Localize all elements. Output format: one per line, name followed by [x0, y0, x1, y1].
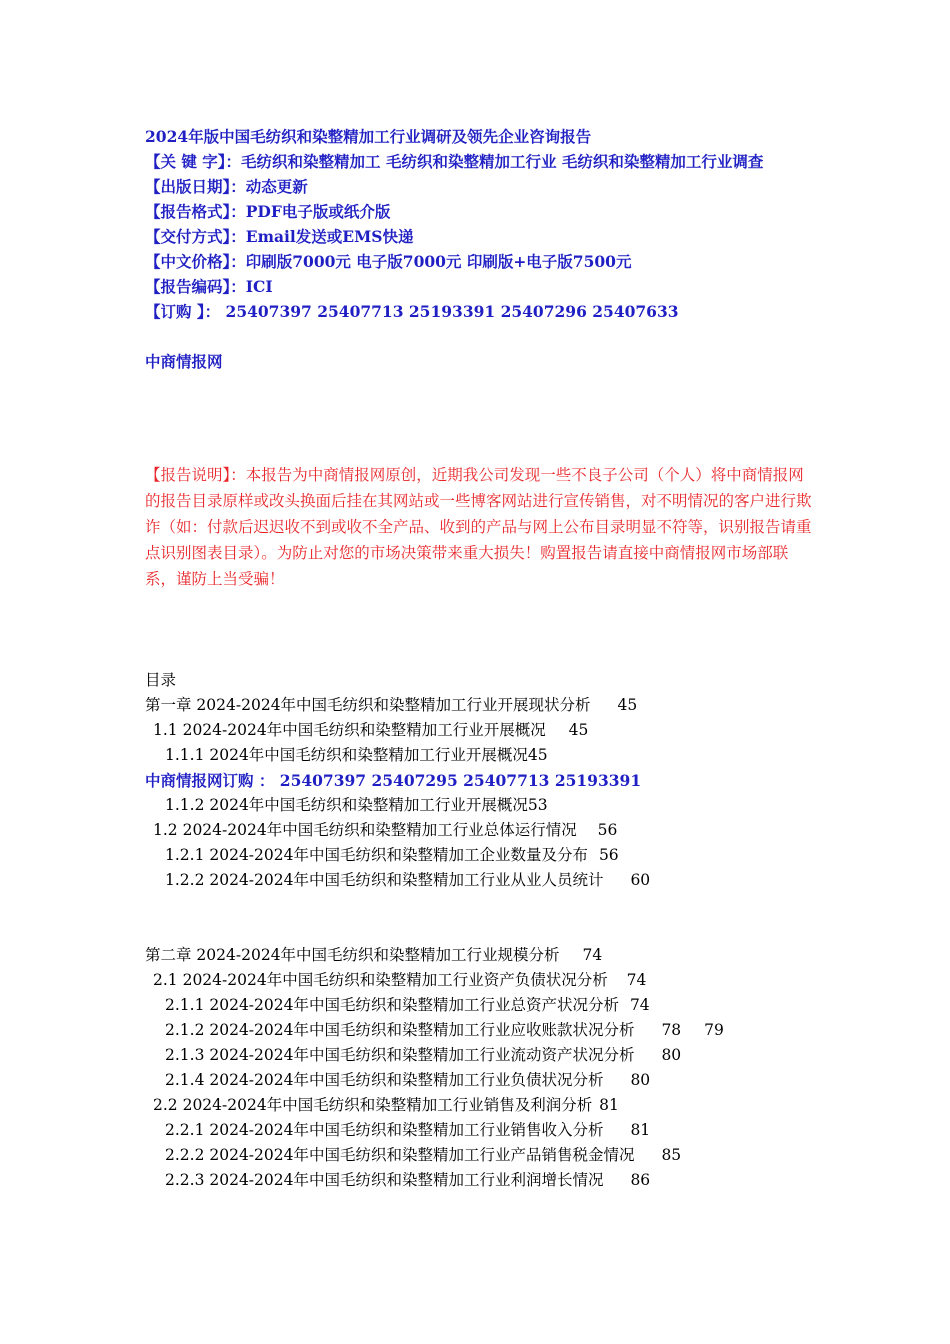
toc-item[interactable] [145, 1068, 815, 1093]
toc-item-text: 1.2.2 2024-2024年中国毛纺织和染整精加工行业从业人员统计 [165, 871, 604, 889]
format-line: 【报告格式】：PDF电子版或纸介版 [145, 202, 391, 221]
toc-item-text: 2.1.2 2024-2024年中国毛纺织和染整精加工行业应收账款状况分析 [165, 1021, 635, 1039]
keywords-line: 【关 键 字】：毛纺织和染整精加工 毛纺织和染整精加工行业 毛纺织和染整精加工行业调查 [145, 152, 764, 171]
report-title: 2024年版中国毛纺织和染整精加工行业调研及领先企业咨询报告 [145, 127, 592, 146]
pub-date-line: 【出版日期】：动态更新 [145, 177, 308, 196]
toc-item[interactable] [145, 1018, 815, 1043]
toc-page-number: 60 [630, 871, 651, 889]
order-line: 【订购 】： 25407397 25407713 25193391 25407296 25407633 [145, 302, 679, 321]
report-notice: 【报告说明】：本报告为中商情报网原创，近期我公司发现一些不良子公司（个人）将中商情报网的报告目录原样或改头换面后挂在其网站或一些博客网站进行宣传销售，对不明情况的客户进行欺诈（如：付款后迟迟收不到或收不全产品、收到的产品与网上公布目录明显不符等，识别报告请重点识别图表目录）。为防止对您的市场决策带来重大损失！购置报告请直接中商情报网市场部联系，谨防上当受骗！ [145, 466, 812, 588]
toc-chapter-1[interactable] [145, 693, 815, 718]
toc-item-text: 2.2.1 2024-2024年中国毛纺织和染整精加工行业销售收入分析 [165, 1121, 604, 1139]
toc-page-number: 80 [630, 1071, 651, 1089]
toc-item-text: 2.1.4 2024-2024年中国毛纺织和染整精加工行业负债状况分析 [165, 1071, 604, 1089]
toc-item[interactable] [145, 743, 815, 768]
toc-item[interactable] [145, 818, 815, 843]
toc-item[interactable] [145, 718, 815, 743]
toc-item[interactable] [145, 993, 815, 1018]
toc-item[interactable] [145, 868, 815, 893]
toc-item[interactable] [145, 968, 815, 993]
toc-item-text: 2.2.2 2024-2024年中国毛纺织和染整精加工行业产品销售税金情况 [165, 1146, 635, 1164]
toc-chapter-title: 第二章 2024-2024年中国毛纺织和染整精加工行业规模分析 [145, 946, 560, 964]
toc-page-number: 85 [661, 1146, 682, 1164]
toc-page-number: 86 [630, 1171, 651, 1189]
toc-page-number: 81 [630, 1121, 651, 1139]
price-line: 【中文价格】：印刷版7000元 电子版7000元 印刷版+电子版7500元 [145, 252, 632, 271]
toc-page-number: 56 [597, 821, 618, 839]
toc-page-number: 74 [629, 996, 650, 1014]
toc-page-number: 80 [661, 1046, 682, 1064]
toc-item[interactable] [145, 843, 815, 868]
toc-item-text: 2.1 2024-2024年中国毛纺织和染整精加工行业资产负债状况分析 [153, 971, 608, 989]
toc-item[interactable] [145, 1093, 815, 1118]
toc-order-line: 中商情报网订购 ： 25407397 25407295 25407713 25193391 [145, 771, 642, 790]
toc-heading: 目录 [145, 671, 177, 689]
toc-page-number: 56 [598, 846, 619, 864]
toc-chapter-title: 第一章 2024-2024年中国毛纺织和染整精加工行业开展现状分析 [145, 696, 591, 714]
company-name: 中商情报网 [145, 352, 223, 371]
toc-item[interactable] [145, 1168, 815, 1193]
toc-item[interactable] [145, 793, 815, 818]
toc-item-text: 1.1.1 2024年中国毛纺织和染整精加工行业开展概况 [165, 746, 528, 764]
toc-page-number: 74 [582, 946, 603, 964]
toc-item[interactable] [145, 1143, 815, 1168]
toc-item-text: 1.1.2 2024年中国毛纺织和染整精加工行业开展概况 [165, 796, 528, 814]
toc-chapter-2[interactable] [145, 943, 815, 968]
toc-page-number: 78 79 [661, 1021, 724, 1039]
toc-item-text: 1.1 2024-2024年中国毛纺织和染整精加工行业开展概况 [153, 721, 546, 739]
toc-item-text: 2.2 2024-2024年中国毛纺织和染整精加工行业销售及利润分析 [153, 1096, 593, 1114]
toc-item-text: 2.1.3 2024-2024年中国毛纺织和染整精加工行业流动资产状况分析 [165, 1046, 635, 1064]
toc-item-text: 2.2.3 2024-2024年中国毛纺织和染整精加工行业利润增长情况 [165, 1171, 604, 1189]
toc-item-text: 1.2 2024-2024年中国毛纺织和染整精加工行业总体运行情况 [153, 821, 577, 839]
code-line: 【报告编码】：ICI [145, 277, 273, 296]
toc-item[interactable] [145, 1118, 815, 1143]
delivery-line: 【交付方式】：Email发送或EMS快递 [145, 227, 414, 246]
toc-page-number: 45 [568, 721, 589, 739]
toc-item-text: 1.2.1 2024-2024年中国毛纺织和染整精加工企业数量及分布 [165, 846, 588, 864]
toc-page-number: 53 [527, 796, 548, 814]
toc-item[interactable] [145, 1043, 815, 1068]
document-page [145, 124, 815, 1193]
toc-item-text: 2.1.1 2024-2024年中国毛纺织和染整精加工行业总资产状况分析 [165, 996, 619, 1014]
toc-page-number: 45 [527, 746, 548, 764]
toc-page-number: 74 [626, 971, 647, 989]
toc-page-number: 45 [617, 696, 638, 714]
toc-page-number: 81 [599, 1096, 619, 1114]
